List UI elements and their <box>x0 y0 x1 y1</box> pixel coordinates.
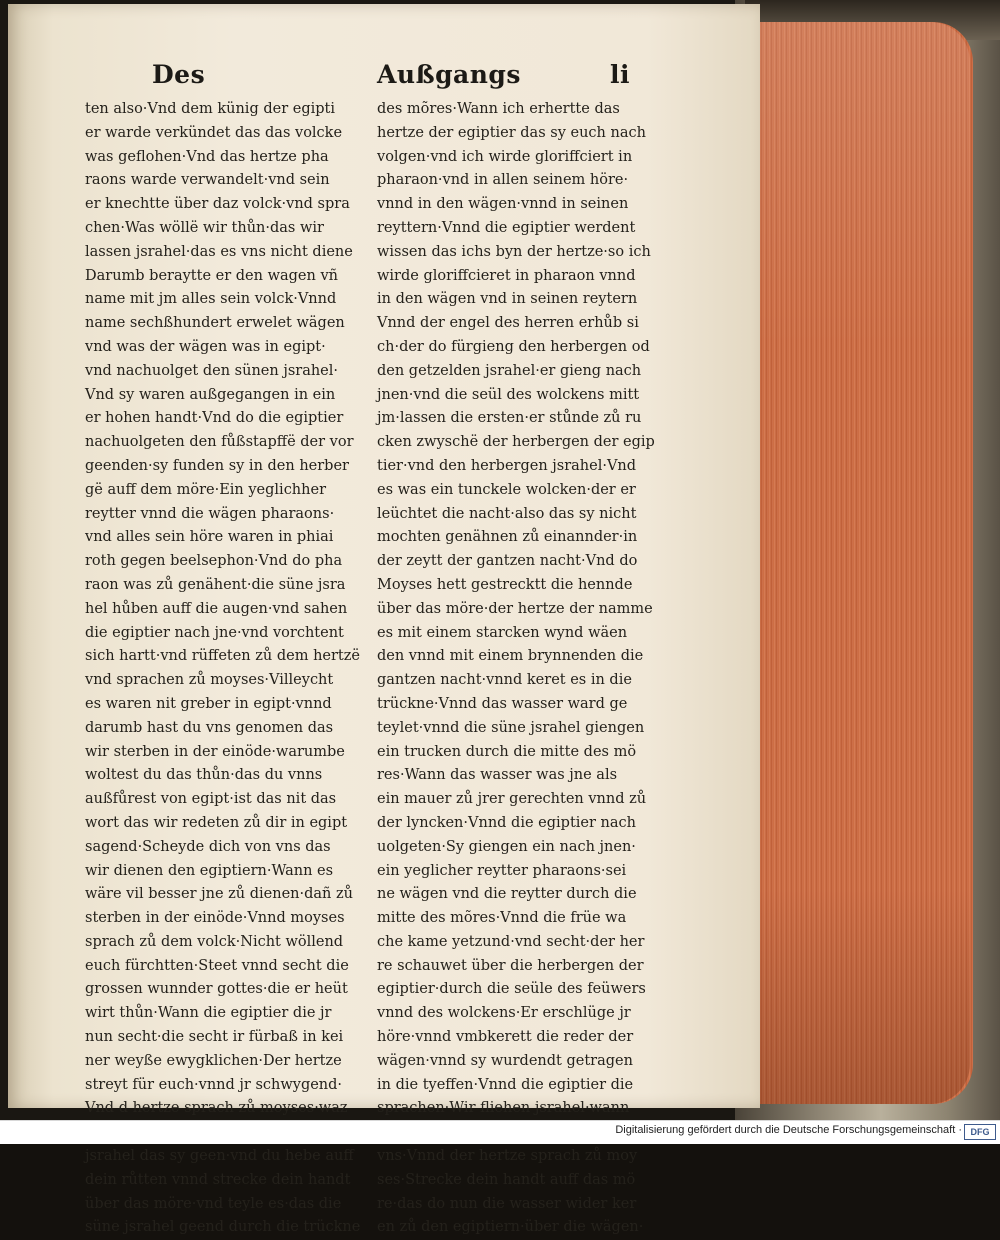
text-line: über das möre·vnd teyle es·das die <box>85 1195 342 1212</box>
text-line: tier·vnd den herbergen jsrahel·Vnd <box>377 457 637 474</box>
text-line: vnd was der wägen was in egipt· <box>85 338 326 355</box>
text-line: Vnd sy waren außgegangen in ein <box>85 386 336 403</box>
text-line: raons warde verwandelt·vnd sein <box>85 172 330 189</box>
running-head-right: Außgangs <box>377 60 521 89</box>
text-line: grossen wunnder gottes·die er heüt <box>85 981 348 998</box>
funding-credit: Digitalisierung gefördert durch die Deutsche Forschungsgemeinschaft · <box>615 1124 962 1136</box>
text-line: wägen·vnnd sy wurdendt getragen <box>377 1052 633 1069</box>
text-line: sterben in der einöde·Vnnd moyses <box>85 910 345 927</box>
text-line: vnd alles sein höre waren in phiai <box>85 529 334 546</box>
text-line: vnd sprachen zů moyses·Villeycht <box>85 672 334 689</box>
folio-number: li <box>610 60 630 89</box>
text-line: res·Wann das wasser was jne als <box>377 767 618 784</box>
text-line: re schauwet über die herbergen der <box>377 957 644 974</box>
text-line: reyttern·Vnnd die egiptier werdent <box>377 219 636 236</box>
text-line: gë auff dem möre·Ein yeglichher <box>85 481 326 498</box>
text-line: hel hůben auff die augen·vnd sahen <box>85 600 348 617</box>
text-line: Vnnd der engel des herren erhůb si <box>377 315 639 332</box>
text-line: nachuolgeten den fůßstapffë der vor <box>85 434 354 451</box>
text-line: er knechtte über daz volck·vnd spra <box>85 196 350 213</box>
text-line: außfůrest von egipt·ist das nit das <box>85 791 337 808</box>
text-line: jnen·vnd die seül des wolckens mitt <box>377 386 640 403</box>
text-line: sprach zů dem volck·Nicht wöllend <box>85 933 344 950</box>
text-line: in den wägen vnd in seinen reytern <box>377 291 638 308</box>
text-line: wir dienen den egiptiern·Wann es <box>85 862 334 879</box>
text-line: trückne·Vnnd das wasser ward ge <box>377 695 628 712</box>
text-line: es was ein tunckele wolcken·der er <box>377 481 636 498</box>
text-line: teylet·vnnd die süne jsrahel giengen <box>377 719 645 736</box>
text-line: vns·Vnnd der hertze sprach zů moy <box>377 1148 638 1165</box>
text-line: er hohen handt·Vnd do die egiptier <box>85 410 344 427</box>
text-line: des mõres·Wann ich erhertte das <box>377 101 620 117</box>
text-line: der lyncken·Vnnd die egiptier nach <box>377 814 636 831</box>
text-line: ner weyße ewygklichen·Der hertze <box>85 1052 342 1069</box>
dfg-logo: DFG <box>964 1124 996 1140</box>
text-line: es waren nit greber in egipt·vnnd <box>85 695 332 712</box>
text-line: ten also·Vnd dem künig der egipti <box>85 101 335 117</box>
text-line: gantzen nacht·vnnd keret es in die <box>377 672 632 689</box>
text-line: volgen·vnd ich wirde gloriffciert in <box>377 148 633 165</box>
text-line: es mit einem starcken wynd wäen <box>377 624 628 641</box>
text-line: reytter vnnd die wägen pharaons· <box>85 505 335 522</box>
text-line: der zeytt der gantzen nacht·Vnd do <box>377 553 638 570</box>
text-line: name sechßhundert erwelet wägen <box>85 315 345 332</box>
text-line: euch fürchtten·Steet vnnd secht die <box>85 957 349 974</box>
text-line: mochten genähnen zů einannder·in <box>377 529 638 546</box>
text-line: wort das wir redeten zů dir in egipt <box>85 814 348 831</box>
text-line: sprachen·Wir fliehen jsrahel·wann <box>377 1100 630 1117</box>
text-line: che kame yetzund·vnd secht·der her <box>377 933 645 950</box>
text-line: er warde verkündet das das volcke <box>85 124 343 141</box>
text-line: süne jsrahel geend durch die trückne <box>85 1219 361 1236</box>
text-line: über das möre·der hertze der namme <box>377 600 653 617</box>
text-line: die egiptier nach jne·vnd vorchtent <box>85 624 344 641</box>
text-line: Vnd d hertze sprach zů moyses·waz <box>85 1100 348 1117</box>
page-block-shade <box>745 22 970 1104</box>
text-line: wir sterben in der einöde·warumbe <box>85 743 345 760</box>
text-line: vnnd in den wägen·vnnd in seinen <box>377 196 629 213</box>
text-line: jm·lassen die ersten·er stůnde zů ru <box>377 410 642 427</box>
text-line: Darumb beraytte er den wagen vñ <box>85 267 338 284</box>
text-line: jsrahel das sy geen·vnd du hebe auff <box>85 1148 354 1165</box>
text-line: streyt für euch·vnnd jr schwygend· <box>85 1076 343 1093</box>
text-line: wissen das ichs byn der hertze·so ich <box>377 243 651 260</box>
text-line: wirt thůn·Wann die egiptier die jr <box>85 1005 332 1022</box>
text-line: vnnd des wolckens·Er erschlüge jr <box>377 1005 631 1022</box>
text-line: Moyses hett gestrecktt die hennde <box>377 576 633 593</box>
text-line: den getzelden jsrahel·er gieng nach <box>377 362 642 379</box>
text-line: cken zwyschë der herbergen der egip <box>377 434 655 451</box>
text-line: egiptier·durch die seüle des feüwers <box>377 981 646 998</box>
text-line: dein růtten vnnd strecke dein handt <box>85 1171 351 1188</box>
text-line: in die tyeffen·Vnnd die egiptier die <box>377 1076 634 1093</box>
text-column-left <box>85 98 370 1240</box>
running-head-left: Des <box>152 60 206 89</box>
text-line: roth gegen beelsephon·Vnd do pha <box>85 553 343 570</box>
text-line: ein trucken durch die mitte des mö <box>377 743 637 760</box>
text-line: ses·Strecke dein handt auff das mö <box>377 1171 636 1188</box>
text-line: ne wägen vnd die reytter durch die <box>377 886 637 903</box>
text-line: was geflohen·Vnd das hertze pha <box>85 148 329 165</box>
text-line: den vnnd mit einem brynnenden die <box>377 648 644 665</box>
text-line: chen·Was wöllë wir thůn·das wir <box>85 219 324 236</box>
text-line: raon was zů genähent·die süne jsra <box>85 576 346 593</box>
text-line: sich hartt·vnd rüffeten zů dem hertzë <box>85 648 360 665</box>
text-line: pharaon·vnd in allen seinem höre· <box>377 172 629 189</box>
text-line: nun secht·die secht ir fürbaß in kei <box>85 1029 344 1046</box>
text-line: sagend·Scheyde dich von vns das <box>85 838 331 855</box>
text-line: en zů den egiptiern·über die wägen· <box>377 1219 644 1236</box>
text-line: uolgeten·Sy giengen ein nach jnen· <box>377 838 636 855</box>
text-line: name mit jm alles sein volck·Vnnd <box>85 291 337 308</box>
text-line: mitte des mõres·Vnnd die früe wa <box>377 910 627 927</box>
text-line: leüchtet die nacht·also das sy nicht <box>377 505 637 522</box>
text-line: ch·der do fürgieng den herbergen od <box>377 338 650 355</box>
text-line: ein mauer zů jrer gerechten vnnd zů <box>377 791 647 808</box>
text-line: wirde gloriffcieret in pharaon vnnd <box>377 267 636 284</box>
text-line: darumb hast du vns genomen das <box>85 719 334 736</box>
text-line: lassen jsrahel·das es vns nicht diene <box>85 243 353 260</box>
text-line: vnd nachuolget den sünen jsrahel· <box>85 362 339 379</box>
text-line: hertze der egiptier das sy euch nach <box>377 124 646 141</box>
text-line: ein yeglicher reytter pharaons·sei <box>377 862 627 879</box>
text-column-right <box>377 98 662 1240</box>
text-line: höre·vnnd vmbkerett die reder der <box>377 1029 634 1046</box>
text-line: woltest du das thůn·das du vnns <box>85 767 323 784</box>
text-line: wäre vil besser jne zů dienen·dañ zů <box>85 886 353 903</box>
text-line: re·das do nun die wasser wider ker <box>377 1195 637 1212</box>
text-line: geenden·sy funden sy in den herber <box>85 457 349 474</box>
